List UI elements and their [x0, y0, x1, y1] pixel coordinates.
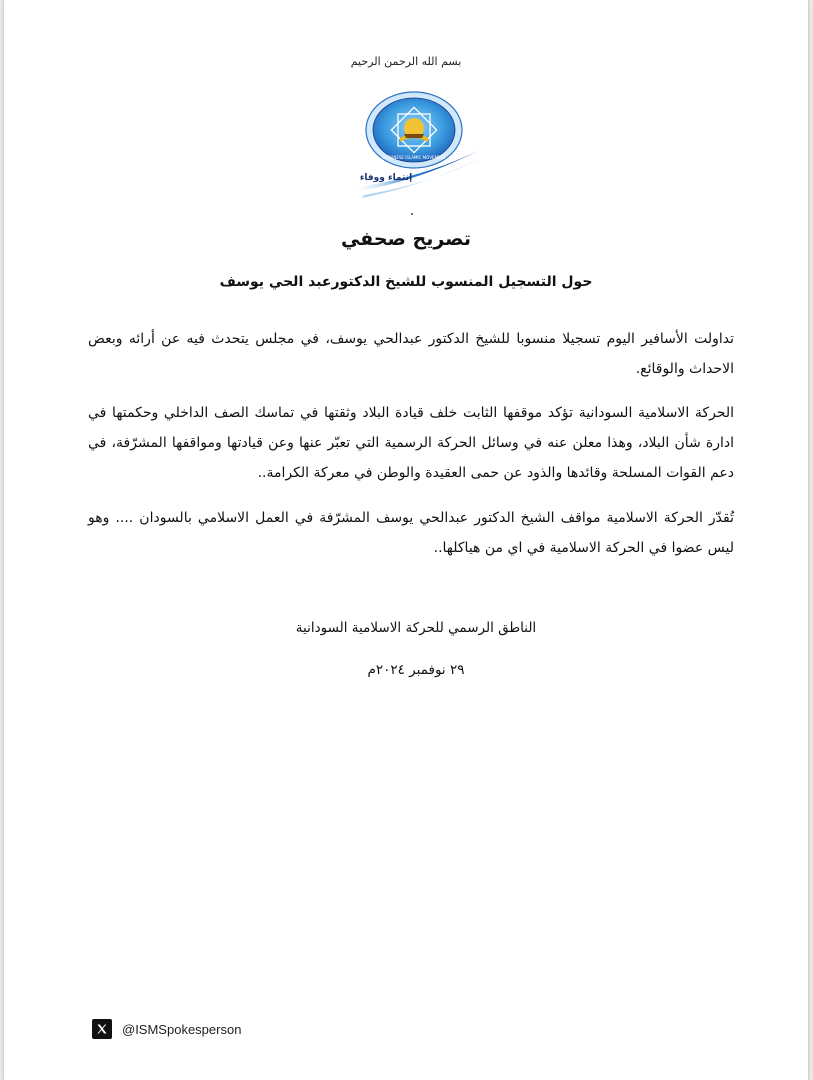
statement-date: ٢٩ نوفمبر ٢٠٢٤م: [367, 662, 465, 678]
footer-social[interactable]: [92, 1017, 241, 1041]
paragraph-2: الحركة الاسلامية السودانية تؤكد موقفها الثابت خلف قيادة البلاد وثقتها في تماسك الصف الداخلي وحكمتها في ادارة شأن البلاد، وهذا معلن عنه في وسائل الحركة الرسمية التي تعبّر عنها وعن قيادتها ومواقفها المشرّفة، في دعم القوات المسلحة وقائدها والذود عن حمى العقيدة والوطن في معركة الكرامة..: [88, 405, 734, 481]
basmala: بسم الله الرحمن الرحيم: [350, 55, 462, 68]
social-handle[interactable]: @ISMSpokesperson: [122, 1021, 242, 1037]
page-title: تصريح صحفي: [340, 228, 472, 250]
signature: الناطق الرسمي للحركة الاسلامية السودانية: [295, 620, 537, 636]
movement-logo: [342, 88, 482, 200]
paragraph-3: تُقدّر الحركة الاسلامية مواقف الشيخ الدكتور عبدالحي يوسف المشرّفة في العمل الاسلامي بالسودان .... وهو ليس عضوا في الحركة الاسلامية في اي من هياكلها..: [88, 510, 734, 556]
page-subtitle: حول التسجيل المنسوب للشيخ الدكتورعبد الحي يوسف: [219, 274, 593, 290]
logo-slogan: إنتماء ووفاء: [359, 173, 413, 183]
press-statement-page: [4, 0, 808, 1080]
x-logo-icon[interactable]: [92, 1019, 112, 1039]
svg-text:SUDANESE ISLAMIC MOVEMENT: SUDANESE ISLAMIC MOVEMENT: [382, 155, 446, 160]
separator-dot: [411, 213, 413, 215]
paragraph-1: تداولت الأسافير اليوم تسجيلا منسوبا للشيخ الدكتور عبدالحي يوسف، في مجلس يتحدث فيه عن أرائه وبعض الاحداث والوقائع.: [88, 331, 734, 377]
